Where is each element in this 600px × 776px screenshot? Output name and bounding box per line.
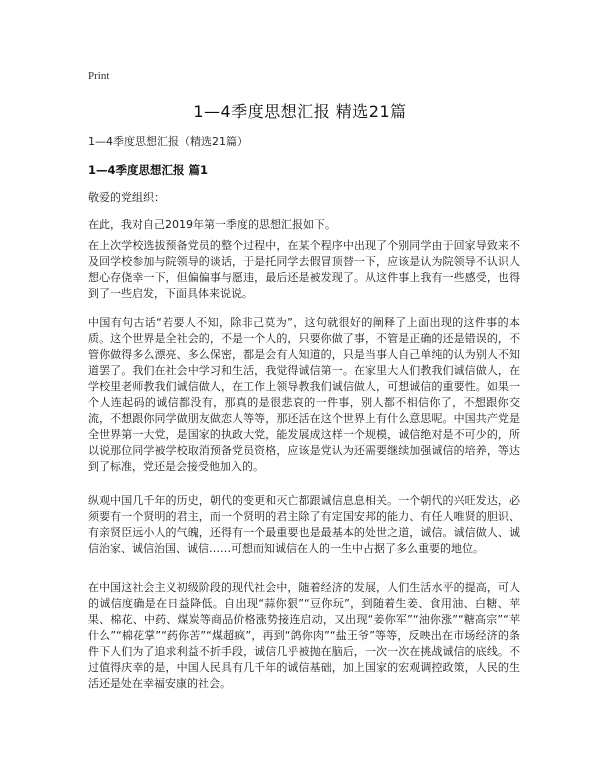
paragraph: 纵观中国几千年的历史，朝代的变更和灭亡都跟诚信息息相关。一个朝代的兴旺发达，必须要有一个贤明的君主，而一个贤明的君主除了有定国安邦的能力、有任人唯贤的胆识、有亲贤臣远小人的气魄，还得有一个最重要也是最基本的处世之道，诚信。诚信做人、诚信治家、诚信治国、诚信……可想而知诚信在人的一生中占据了多么重要的地位。 — [88, 494, 520, 555]
paragraph: 在中国这社会主义初级阶段的现代社会中，随着经济的发展，人们生活水平的提高，可人的诚信度确是在日益降低。自出现“蒜你狠”“豆你玩”，到随着生姜、食用油、白糖、苹果、棉花、中药、煤炭等商品价格涨势接连启动，又出现“姜你军”“油你涨”“糖高宗”“苹什么”“棉花掌”“药你苦”“煤超疯”，再到“鸽你肉”“盐王爷”等等，反映出在市场经济的条件下人们为了追求利益不折手段，诚信几乎被抛在脑后，一次一次在挑战诚信的底线。不过值得庆幸的是，中国人民具有几千年的诚信基础，加上国家的宏观调控政策，人民的生活还是处在幸福安康的社会。 — [88, 581, 520, 690]
print-label: Print — [88, 70, 110, 82]
paragraph: 在上次学校选拔预备党员的整个过程中，在某个程序中出现了个别同学由于回家导致来不及回学校参加与院领导的谈话，于是托同学去假冒顶替一下，应该是认为院领导不认识人想心存侥幸一下，但偏偏事与愿违，最后还是被发现了。从这件事上我有一些感受，也得到了一些启发，下面具体来说说。 — [88, 239, 520, 300]
intro-line: 在此，我对自己2019年第一季度的思想汇报如下。 — [88, 218, 336, 231]
document-title: 1—4季度思想汇报 精选21篇 — [193, 102, 407, 121]
paragraph: 中国有句古话“若要人不知，除非己莫为”，这句就很好的阐释了上面出现的这件事的本质。这个世界是全社会的，不是一个人的，只要你做了事，不管是正确的还是错误的，不管你做得多么漂亮、多么保密，都是会有人知道的，只是当事人自己单纯的认为别人不知道罢了。我们在社会中学习和生活，我觉得诚信第一。在家里大人们教我们诚信做人，在学校里老师教我们诚信做人，在工作上领导教我们诚信做人，可想诚信的重要性。如果一个人连起码的诚信都没有，那真的是很悲哀的一件事，别人都不相信你了，不想跟你交流，不想跟你同学做朋友做恋人等等，那还活在这个世界上有什么意思呢。中国共产党是全世界第一大党，是国家的执政大党，能发展成这样一个规模，诚信绝对是不可少的，所以说那位同学被学校取消预备党员资格，应该是党认为还需要继续加强诚信的培养，等达到了标准，党还是会接受他加入的。 — [88, 316, 520, 473]
document-subtitle: 1—4季度思想汇报（精选21篇） — [88, 135, 248, 148]
salutation: 敬爱的党组织： — [88, 191, 165, 204]
section-heading: 1—4季度思想汇报 篇1 — [88, 163, 209, 177]
